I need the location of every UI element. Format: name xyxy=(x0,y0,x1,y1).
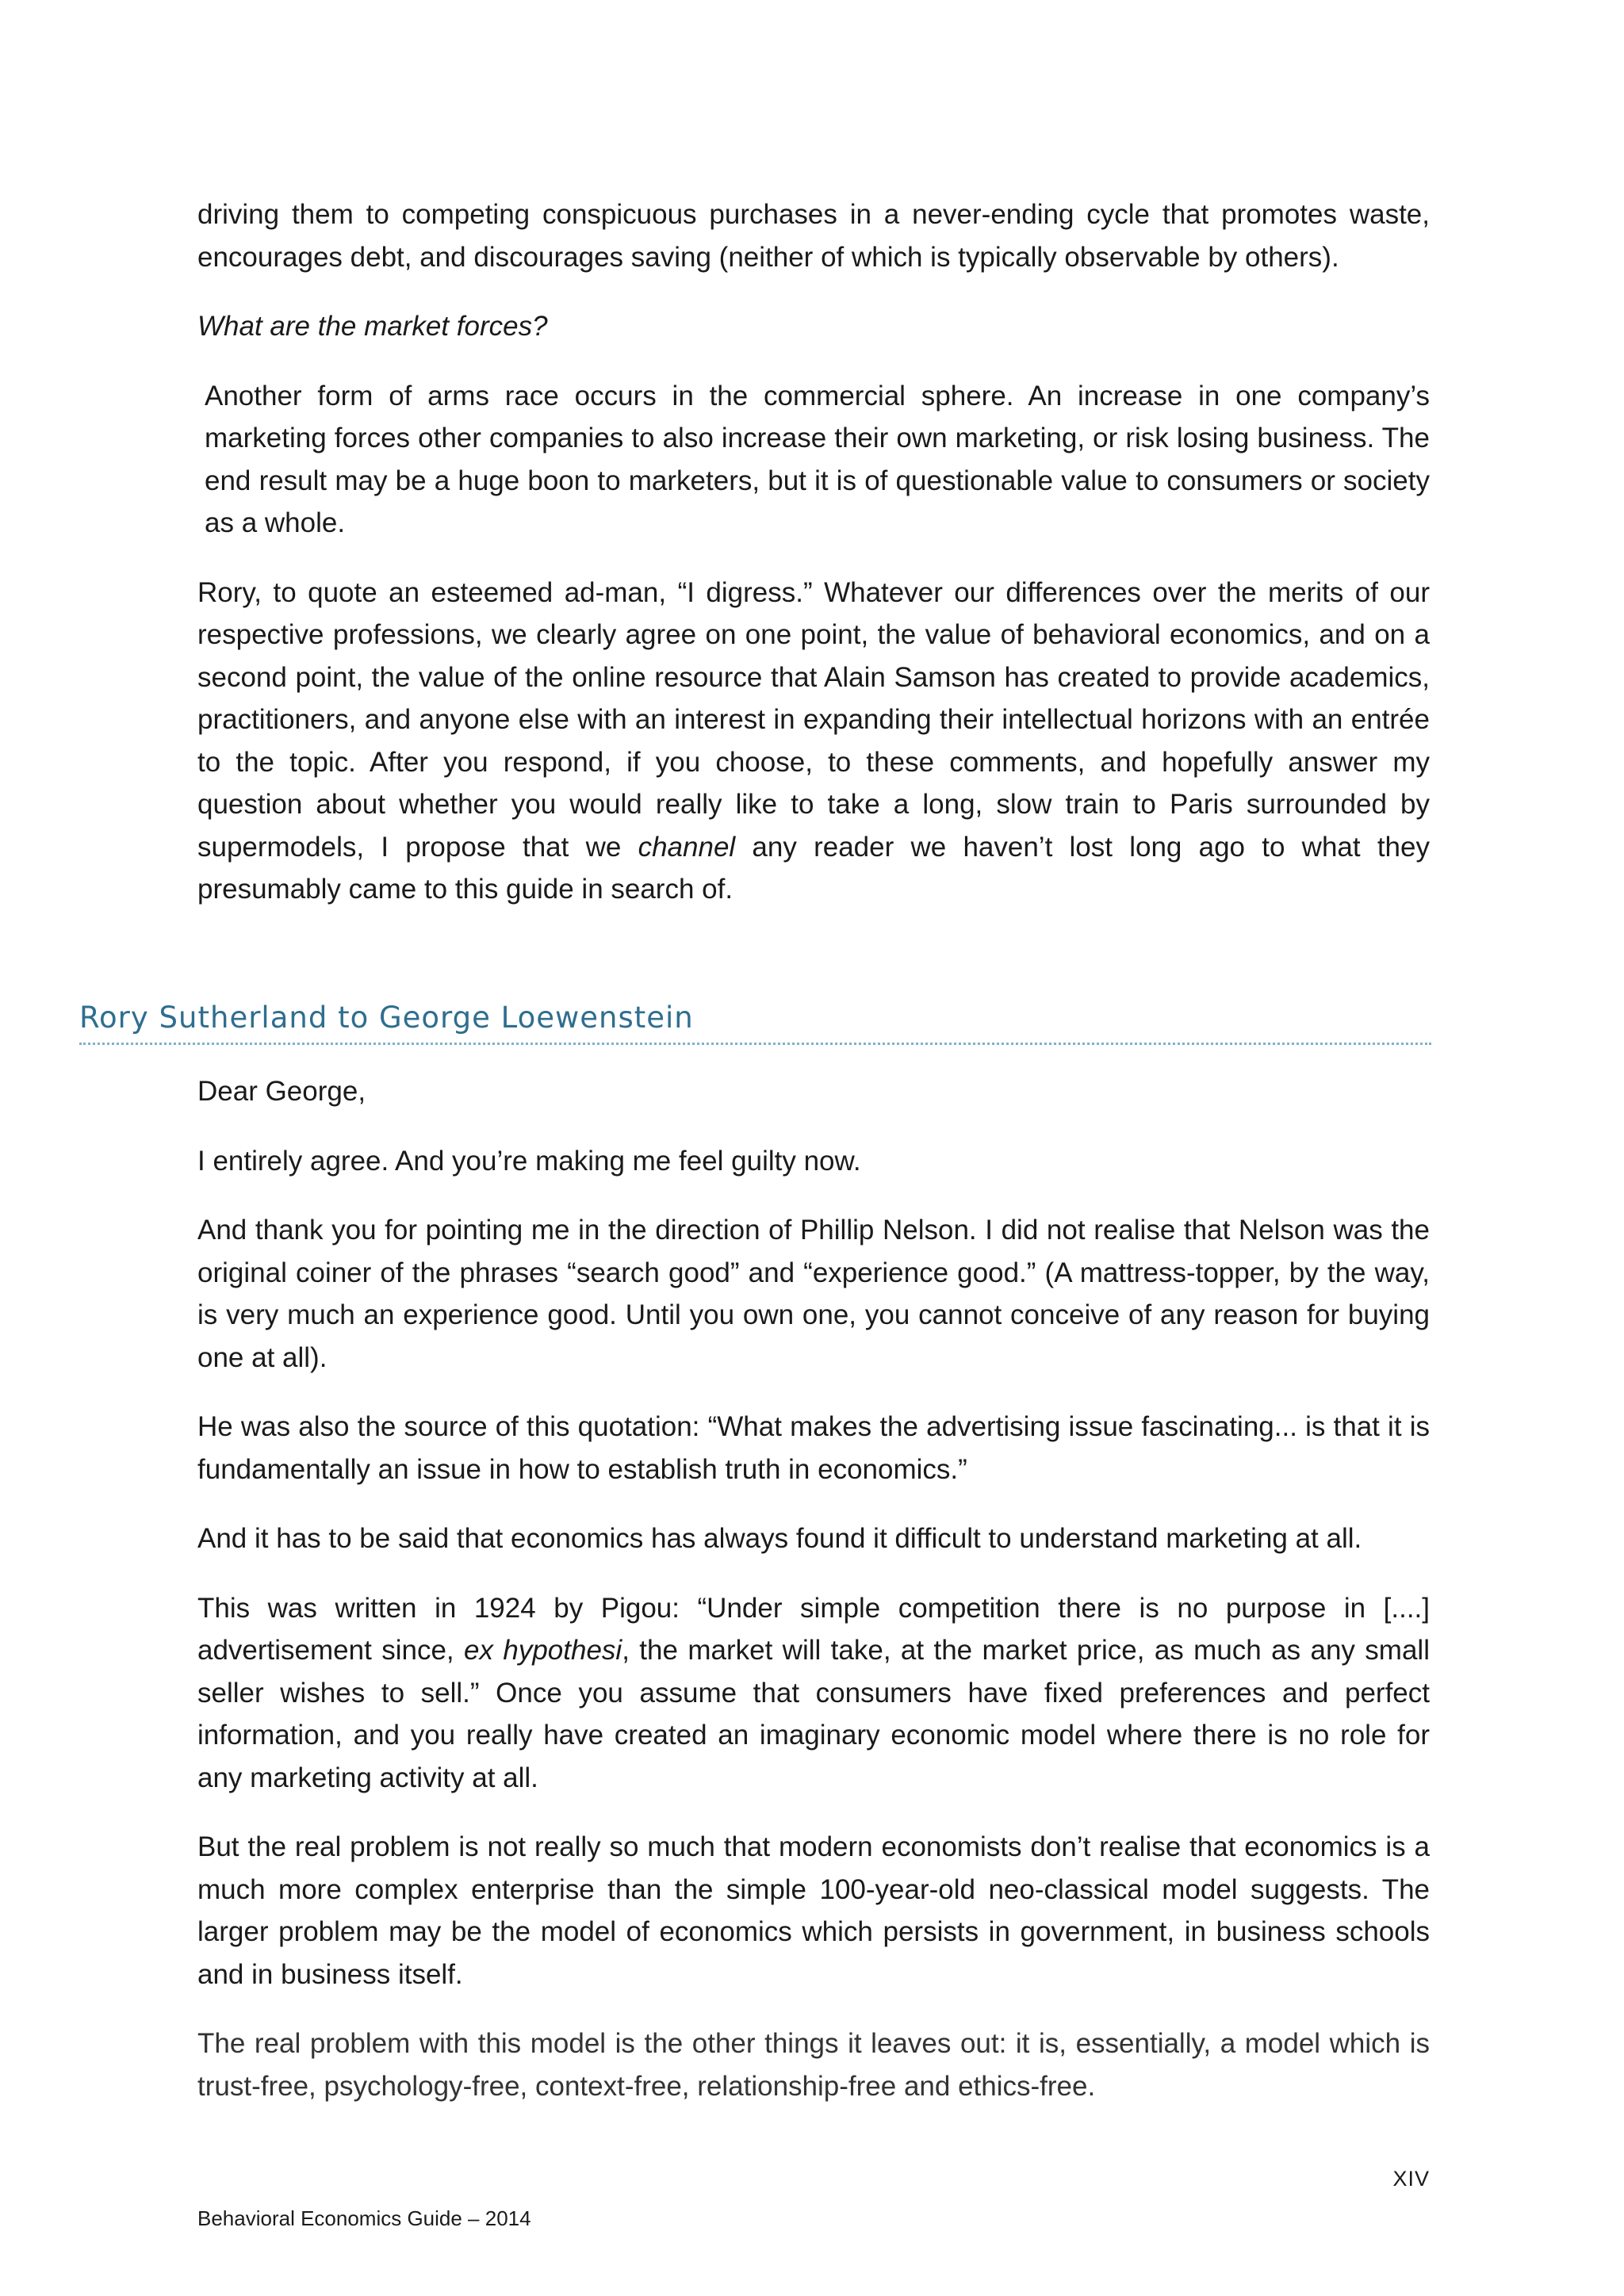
paragraph-pigou-emphasis: ex hypothesi xyxy=(464,1635,622,1666)
page-number: XIV xyxy=(1392,2167,1430,2191)
paragraph-quotation: He was also the source of this quotation: “What makes the advertising issue fascinating... is that it is fundamentally an issue in how to establish truth in economics.” xyxy=(197,1411,1430,1485)
paragraph-digress-emphasis: channel xyxy=(638,831,736,863)
paragraph-arms-race: Another form of arms race occurs in the commercial sphere. An increase in one company’s marketing forces other companies to also increase their own marketing, or risk losing business. The end result may be a huge boon to marketers, but it is of questionable value to consumers or society as a whole. xyxy=(205,380,1430,538)
salutation: Dear George, xyxy=(197,1076,366,1107)
paragraph-digress xyxy=(197,572,1430,911)
paragraph-continuation: driving them to competing conspicuous purchases in a never-ending cycle that promotes waste, encourages debt, and discourages saving (neither of which is typically observable by others). xyxy=(197,199,1430,273)
footer-title: Behavioral Economics Guide – 2014 xyxy=(197,2206,531,2230)
paragraph-pigou-text-a: This was written in 1924 by Pigou: “Under simple competition there is no purpose in [....] advertisement since, xyxy=(197,1592,1430,1666)
letter-text-block xyxy=(197,1070,1430,2107)
paragraph-digress-text-b: any reader we haven’t lost long ago to what they presumably came to this guide in search of. xyxy=(197,831,1430,905)
section-heading: Rory Sutherland to George Loewenstein xyxy=(79,1001,1431,1045)
paragraph-digress-text-a: Rory, to quote an esteemed ad-man, “I digress.” Whatever our differences over the merits of our respective professions, we clearly agree on one point, the value of behavioral economics, and on a second point, the value of the online resource that Alain Samson has created to provide academics, practitioners, and anyone else with an interest in expanding their intellectual horizons with an entrée to the topic. After you respond, if you choose, to these comments, and hopefully answer my question about whether you would really like to take a long, slow train to Paris surrounded by supermodels, I propose that we xyxy=(197,576,1430,863)
paragraph-agree: I entirely agree. And you’re making me feel guilty now. xyxy=(197,1145,861,1177)
paragraph-nelson: And thank you for pointing me in the direction of Phillip Nelson. I did not realise that Nelson was the original coiner of the phrases “search good” and “experience good.” (A mattress-topper, by the way, is very much an experience good. Until you own one, you cannot conceive of any reason for buying one at all). xyxy=(197,1215,1430,1373)
paragraph-pigou-text-b: , the market will take, at the market price, as much as any small seller wishes to sell.” Once you assume that consumers have fixed preferences and perfect information, and you really have created an imaginary economic model where there is no role for any marketing activity at all. xyxy=(197,1635,1430,1793)
paragraph-model-free: The real problem with this model is the other things it leaves out: it is, essentially, a model which is trust-free, psychology-free, context-free, relationship-free and ethics-free. xyxy=(197,2028,1430,2102)
paragraph-real-problem: But the real problem is not really so much that modern economists don’t realise that economics is a much more complex enterprise than the simple 100-year-old neo-classical model suggests. The larger problem may be the model of economics which persists in government, in business schools and in business itself. xyxy=(197,1831,1430,1990)
top-text-block xyxy=(197,193,1430,911)
subheading-question: What are the market forces? xyxy=(197,311,548,342)
paragraph-economics-marketing: And it has to be said that economics has always found it difficult to understand marketing at all. xyxy=(197,1523,1362,1554)
paragraph-pigou xyxy=(197,1587,1430,1800)
